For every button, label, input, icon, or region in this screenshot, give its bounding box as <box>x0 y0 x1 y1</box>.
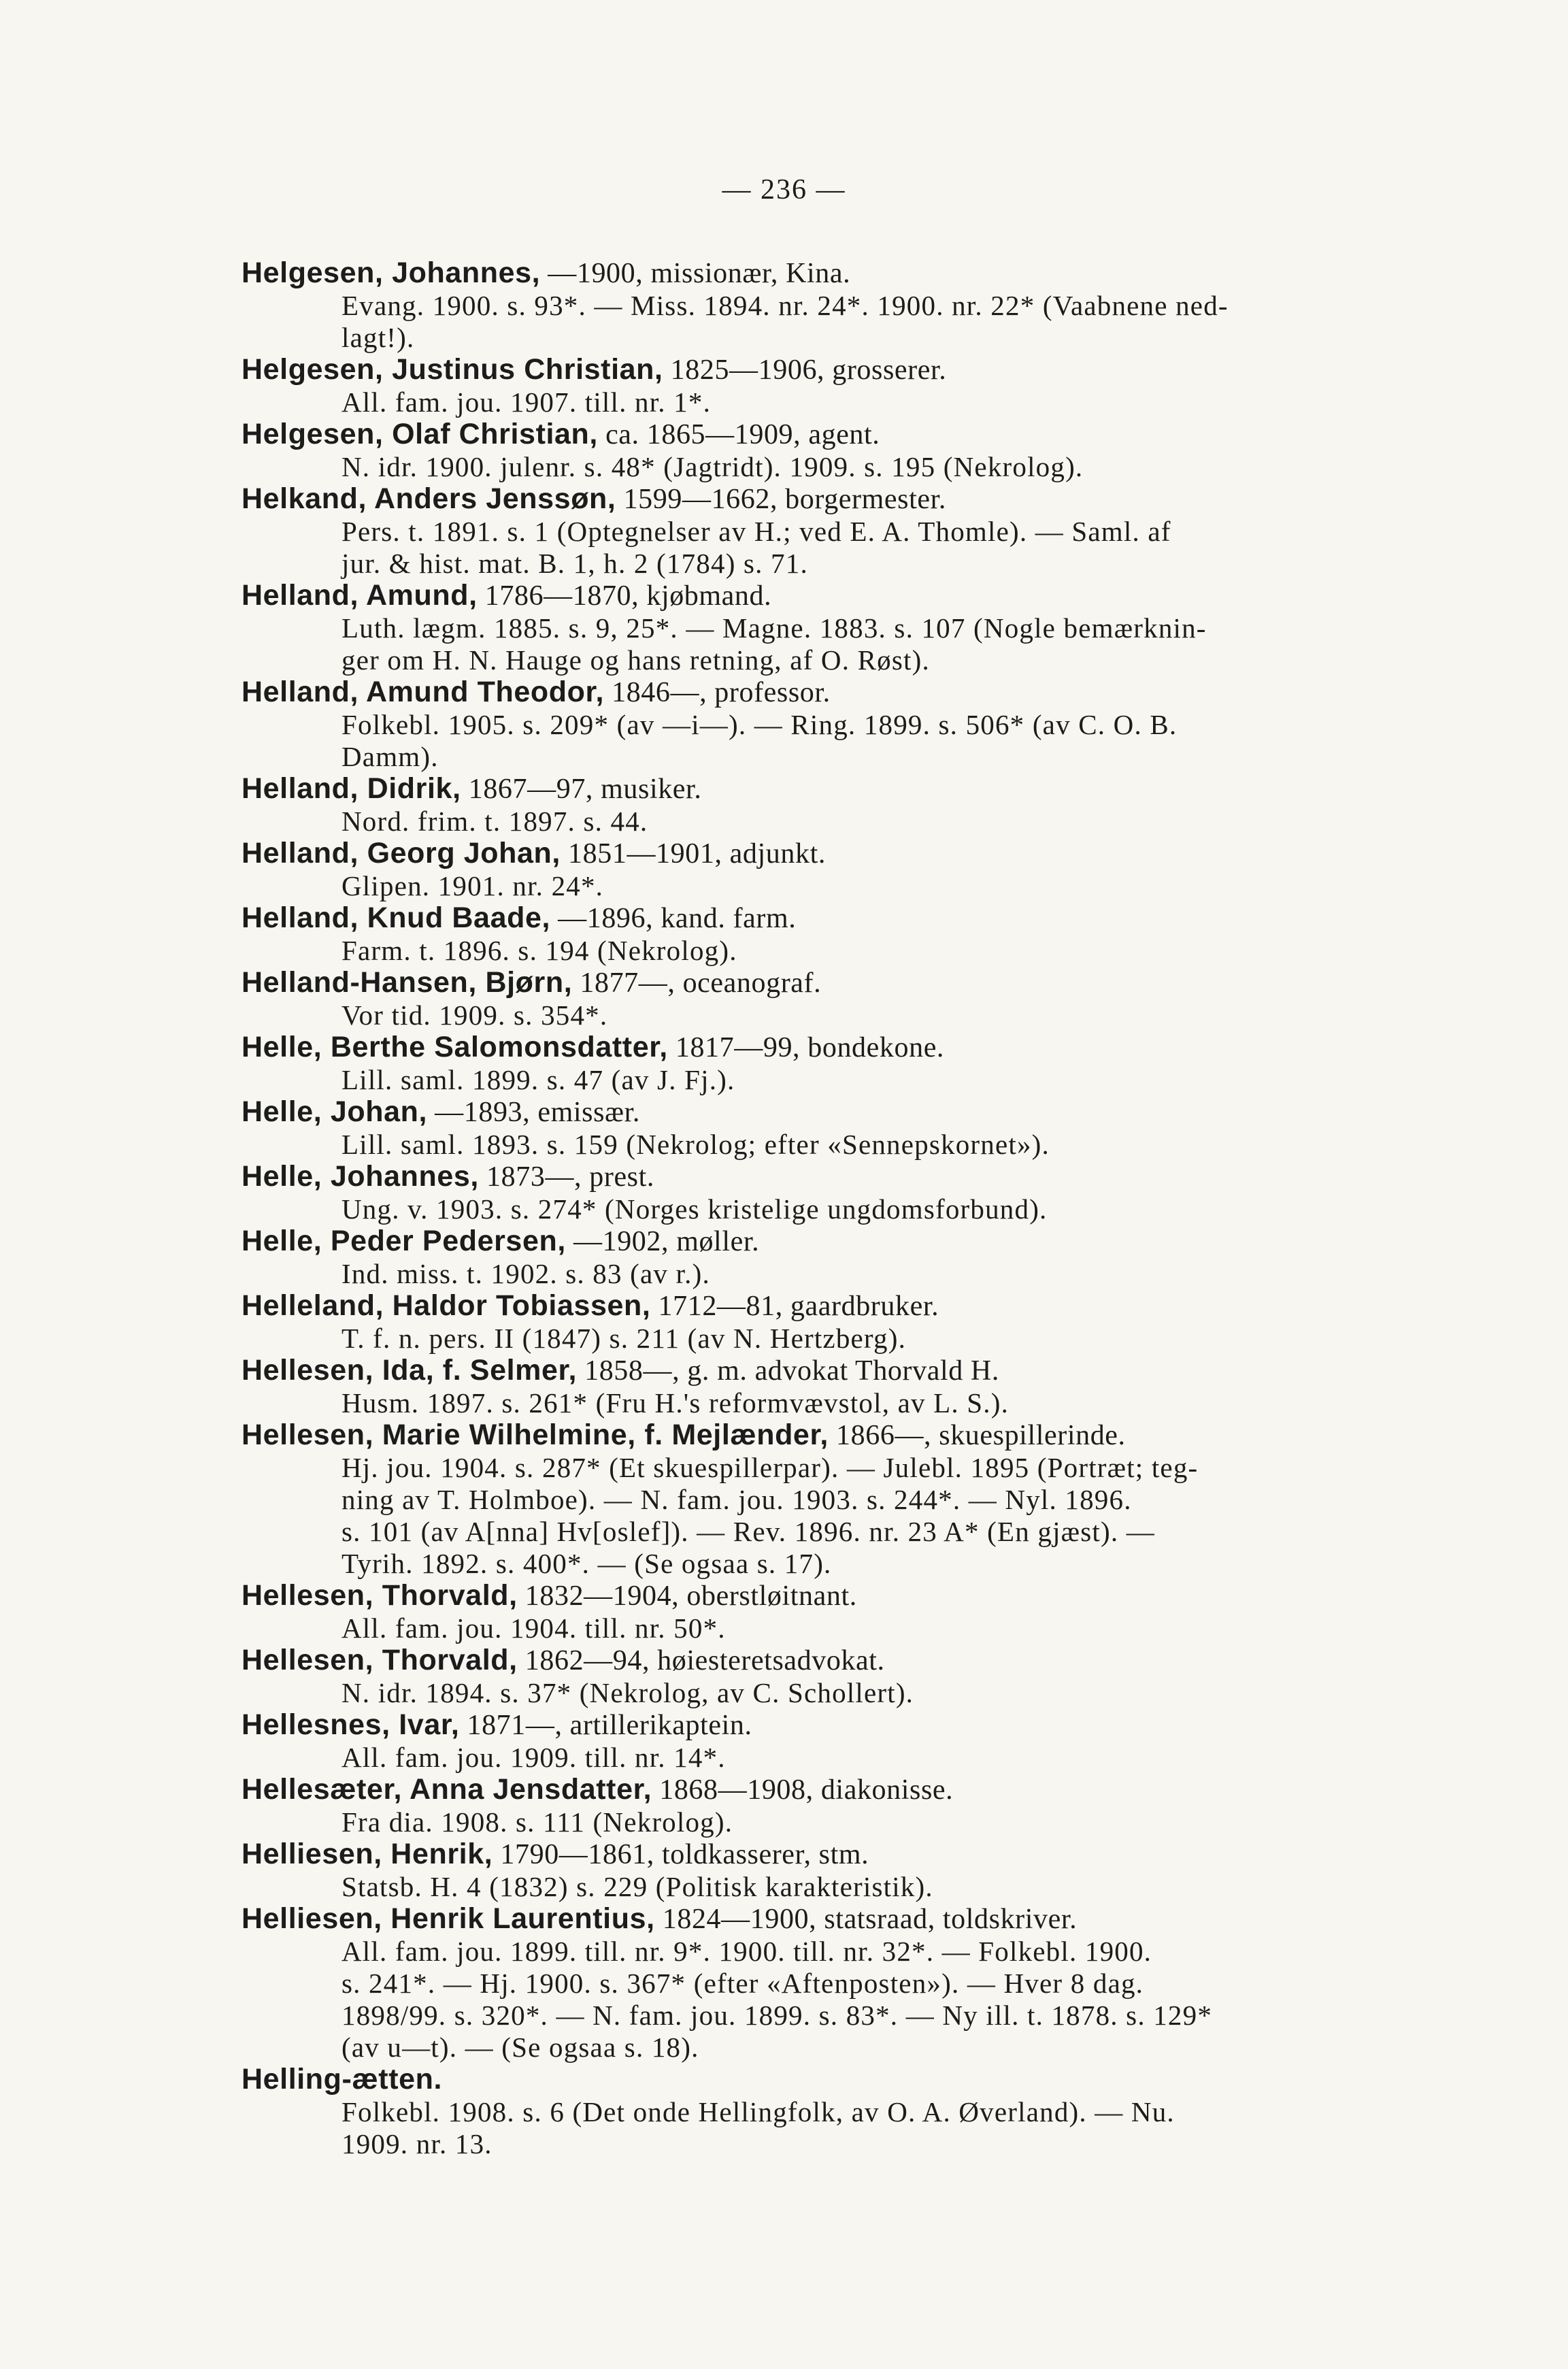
entry-heading <box>241 1774 1429 1806</box>
person-description: 1871—, artillerikaptein. <box>459 1710 752 1741</box>
reference-line: All. fam. jou. 1904. till. nr. 50*. <box>341 1612 726 1644</box>
person-description: 1873—, prest. <box>478 1161 654 1193</box>
reference-line: Evang. 1900. s. 93*. — Miss. 1894. nr. 24*. 1900. nr. 22* (Vaabnene ned- <box>341 290 1229 321</box>
reference-line: Farm. t. 1896. s. 194 (Nekrolog). <box>341 935 737 966</box>
reference-line: T. f. n. pers. II (1847) s. 211 (av N. Hertzberg). <box>341 1323 907 1354</box>
person-name: Helle, Johan, <box>241 1095 428 1128</box>
reference-line: Ung. v. 1903. s. 274* (Norges kristelige ungdomsforbund). <box>341 1193 1048 1225</box>
bibliography-entry <box>241 1290 1429 1355</box>
reference-text <box>341 806 1429 838</box>
person-description: 1866—, skuespillerinde. <box>828 1420 1126 1451</box>
entry-heading <box>241 1580 1429 1612</box>
reference-text <box>341 1064 1429 1096</box>
reference-line: Damm). <box>341 741 439 772</box>
bibliography-entry <box>241 1161 1429 1225</box>
person-description: —1896, kand. farm. <box>550 903 797 934</box>
bibliography-entry <box>241 773 1429 838</box>
person-name: Helland, Georg Johan, <box>241 837 561 869</box>
person-description: 1858—, g. m. advokat Thorvald H. <box>577 1355 999 1387</box>
bibliography-entry <box>241 1096 1429 1161</box>
entry-heading <box>241 676 1429 709</box>
person-description: 1877—, oceanograf. <box>572 967 822 999</box>
reference-text <box>341 2096 1429 2160</box>
entry-heading <box>241 483 1429 516</box>
entry-heading <box>241 773 1429 806</box>
bibliography-entry <box>241 967 1429 1031</box>
bibliography-entry <box>241 902 1429 967</box>
person-name: Helle, Berthe Salomonsdatter, <box>241 1031 668 1063</box>
entry-heading <box>241 838 1429 870</box>
entry-heading <box>241 1290 1429 1323</box>
bibliography-entry <box>241 1031 1429 1096</box>
bibliography-entry <box>241 1225 1429 1290</box>
reference-line: Husm. 1897. s. 261* (Fru H.'s reformvævstol, av L. S.). <box>341 1387 1010 1419</box>
person-description: 1832—1904, oberstløitnant. <box>517 1580 857 1612</box>
reference-line: Hj. jou. 1904. s. 287* (Et skuespillerpar). — Julebl. 1895 (Portræt; teg- <box>341 1452 1199 1483</box>
bibliography-entry <box>241 580 1429 676</box>
reference-line: s. 241*. — Hj. 1900. s. 367* (efter «Aftenposten»). — Hver 8 dag. <box>341 1968 1144 1999</box>
entry-list <box>241 257 1429 2160</box>
reference-text <box>341 870 1429 902</box>
person-name: Helleland, Haldor Tobiassen, <box>241 1289 651 1322</box>
person-name: Hellesen, Marie Wilhelmine, f. Mejlænder, <box>241 1419 829 1451</box>
entry-heading <box>241 580 1429 612</box>
reference-text <box>341 1323 1429 1355</box>
person-description: 1817—99, bondekone. <box>667 1032 945 1063</box>
reference-line: ning av T. Holmboe). — N. fam. jou. 1903. s. 244*. — Nyl. 1896. <box>341 1484 1132 1515</box>
bibliography-entry <box>241 1709 1429 1774</box>
entry-heading <box>241 1644 1429 1677</box>
reference-text <box>341 1452 1429 1580</box>
person-name: Helgesen, Olaf Christian, <box>241 418 598 450</box>
bibliography-entry <box>241 1580 1429 1644</box>
person-description: ca. 1865—1909, agent. <box>597 419 880 450</box>
person-description: 1846—, professor. <box>604 677 831 708</box>
entry-heading <box>241 1225 1429 1258</box>
reference-line: Pers. t. 1891. s. 1 (Optegnelser av H.; ved E. A. Thomle). — Saml. af <box>341 516 1171 547</box>
reference-text <box>341 709 1429 773</box>
bibliography-entry <box>241 1838 1429 1903</box>
person-name: Helkand, Anders Jenssøn, <box>241 482 616 515</box>
entry-heading <box>241 1419 1429 1452</box>
reference-line: 1898/99. s. 320*. — N. fam. jou. 1899. s. 83*. — Ny ill. t. 1878. s. 129* <box>341 2000 1213 2031</box>
bibliography-entry <box>241 676 1429 773</box>
reference-line: Fra dia. 1908. s. 111 (Nekrolog). <box>341 1806 733 1838</box>
reference-line: 1909. nr. 13. <box>341 2128 493 2159</box>
person-description: 1825—1906, grosserer. <box>663 354 947 386</box>
bibliography-entry <box>241 418 1429 483</box>
bibliography-entry <box>241 1774 1429 1838</box>
reference-line: Tyrih. 1892. s. 400*. — (Se ogsaa s. 17). <box>341 1548 832 1579</box>
reference-text <box>341 290 1429 354</box>
person-description: 1824—1900, statsraad, toldskriver. <box>654 1904 1078 1935</box>
bibliography-entry <box>241 1644 1429 1709</box>
reference-line: N. idr. 1900. julenr. s. 48* (Jagtridt). 1909. s. 195 (Nekrolog). <box>341 451 1084 482</box>
person-name: Helland, Knud Baade, <box>241 901 551 934</box>
reference-text <box>341 999 1429 1031</box>
person-name: Helland, Amund Theodor, <box>241 676 604 708</box>
reference-line: Luth. lægm. 1885. s. 9, 25*. — Magne. 1883. s. 107 (Nogle bemærknin- <box>341 612 1207 644</box>
reference-line: All. fam. jou. 1907. till. nr. 1*. <box>341 386 712 418</box>
person-description: —1902, møller. <box>565 1226 760 1257</box>
person-description: 1786—1870, kjøbmand. <box>477 580 772 612</box>
person-description: —1900, missionær, Kina. <box>540 258 851 289</box>
person-name: Helland, Amund, <box>241 579 478 612</box>
entry-heading <box>241 967 1429 999</box>
reference-text <box>341 1387 1429 1419</box>
person-name: Helland, Didrik, <box>241 772 461 805</box>
reference-line: Vor tid. 1909. s. 354*. <box>341 999 608 1031</box>
reference-text <box>341 1936 1429 2064</box>
person-name: Hellesen, Thorvald, <box>241 1579 518 1612</box>
reference-line: Folkebl. 1908. s. 6 (Det onde Hellingfolk, av O. A. Øverland). — Nu. <box>341 2096 1175 2127</box>
person-name: Hellesen, Ida, f. Selmer, <box>241 1354 577 1387</box>
reference-text <box>341 935 1429 967</box>
entry-heading <box>241 418 1429 451</box>
reference-line: Glipen. 1901. nr. 24*. <box>341 870 604 901</box>
bibliography-entry <box>241 483 1429 580</box>
person-name: Helling-ætten. <box>241 2063 443 2095</box>
person-description: 1790—1861, toldkasserer, stm. <box>493 1839 869 1870</box>
entry-heading <box>241 1096 1429 1129</box>
entry-heading <box>241 1903 1429 1936</box>
entry-heading <box>241 1031 1429 1064</box>
entry-heading <box>241 1709 1429 1742</box>
person-description: 1862—94, høiesteretsadvokat. <box>517 1645 885 1676</box>
person-description: 1851—1901, adjunkt. <box>560 838 826 869</box>
person-name: Helliesen, Henrik Laurentius, <box>241 1902 655 1935</box>
reference-line: lagt!). <box>341 322 415 353</box>
person-description: 1867—97, musiker. <box>461 774 702 805</box>
reference-line: Nord. frim. t. 1897. s. 44. <box>341 806 648 837</box>
reference-line: jur. & hist. mat. B. 1, h. 2 (1784) s. 71. <box>341 548 808 579</box>
person-name: Helgesen, Johannes, <box>241 256 541 289</box>
person-description: —1893, emissær. <box>427 1097 640 1128</box>
bibliography-entry <box>241 2064 1429 2160</box>
reference-text <box>341 1677 1429 1709</box>
bibliography-entry <box>241 1355 1429 1419</box>
reference-text <box>341 1612 1429 1644</box>
reference-line: N. idr. 1894. s. 37* (Nekrolog, av C. Schollert). <box>341 1677 914 1708</box>
reference-text <box>341 516 1429 580</box>
entry-heading <box>241 2064 1429 2096</box>
bibliography-entry <box>241 354 1429 418</box>
reference-text <box>341 451 1429 483</box>
person-description: 1599—1662, borgermester. <box>616 484 946 515</box>
person-name: Helgesen, Justinus Christian, <box>241 353 663 386</box>
reference-line: All. fam. jou. 1899. till. nr. 9*. 1900. till. nr. 32*. — Folkebl. 1900. <box>341 1936 1152 1967</box>
reference-text <box>341 1129 1429 1161</box>
reference-line: Lill. saml. 1899. s. 47 (av J. Fj.). <box>341 1064 735 1095</box>
bibliography-entry <box>241 838 1429 902</box>
person-name: Helland-Hansen, Bjørn, <box>241 966 573 999</box>
person-name: Hellesæter, Anna Jensdatter, <box>241 1773 652 1806</box>
person-description: 1712—81, gaardbruker. <box>650 1291 939 1322</box>
bibliography-entry <box>241 1419 1429 1580</box>
person-description: 1868—1908, diakonisse. <box>652 1774 954 1806</box>
entry-heading <box>241 1355 1429 1387</box>
reference-line: s. 101 (av A[nna] Hv[oslef]). — Rev. 1896. nr. 23 A* (En gjæst). — <box>341 1516 1155 1547</box>
reference-text <box>341 1806 1429 1838</box>
person-name: Helliesen, Henrik, <box>241 1838 493 1870</box>
reference-text <box>341 1258 1429 1290</box>
reference-text <box>341 612 1429 676</box>
person-name: Hellesen, Thorvald, <box>241 1644 518 1676</box>
page-number: — 236 — <box>722 174 846 205</box>
entry-heading <box>241 902 1429 935</box>
reference-line: Folkebl. 1905. s. 209* (av —i—). — Ring. 1899. s. 506* (av C. O. B. <box>341 709 1178 740</box>
reference-line: Lill. saml. 1893. s. 159 (Nekrolog; efter «Sennepskornet»). <box>341 1129 1050 1160</box>
person-name: Helle, Peder Pedersen, <box>241 1225 566 1257</box>
reference-line: All. fam. jou. 1909. till. nr. 14*. <box>341 1742 726 1773</box>
bibliography-entry <box>241 1903 1429 2064</box>
person-name: Hellesnes, Ivar, <box>241 1708 460 1741</box>
bibliography-entry <box>241 257 1429 354</box>
reference-text <box>341 386 1429 418</box>
entry-heading <box>241 1838 1429 1871</box>
entry-heading <box>241 1161 1429 1193</box>
reference-text <box>341 1742 1429 1774</box>
reference-text <box>341 1193 1429 1225</box>
entry-heading <box>241 354 1429 386</box>
person-name: Helle, Johannes, <box>241 1160 479 1193</box>
reference-line: ger om H. N. Hauge og hans retning, af O. Røst). <box>341 644 930 676</box>
reference-line: Statsb. H. 4 (1832) s. 229 (Politisk karakteristik). <box>341 1871 933 1902</box>
reference-text <box>341 1871 1429 1903</box>
reference-line: Ind. miss. t. 1902. s. 83 (av r.). <box>341 1258 710 1289</box>
reference-line: (av u—t). — (Se ogsaa s. 18). <box>341 2032 699 2063</box>
entry-heading <box>241 257 1429 290</box>
